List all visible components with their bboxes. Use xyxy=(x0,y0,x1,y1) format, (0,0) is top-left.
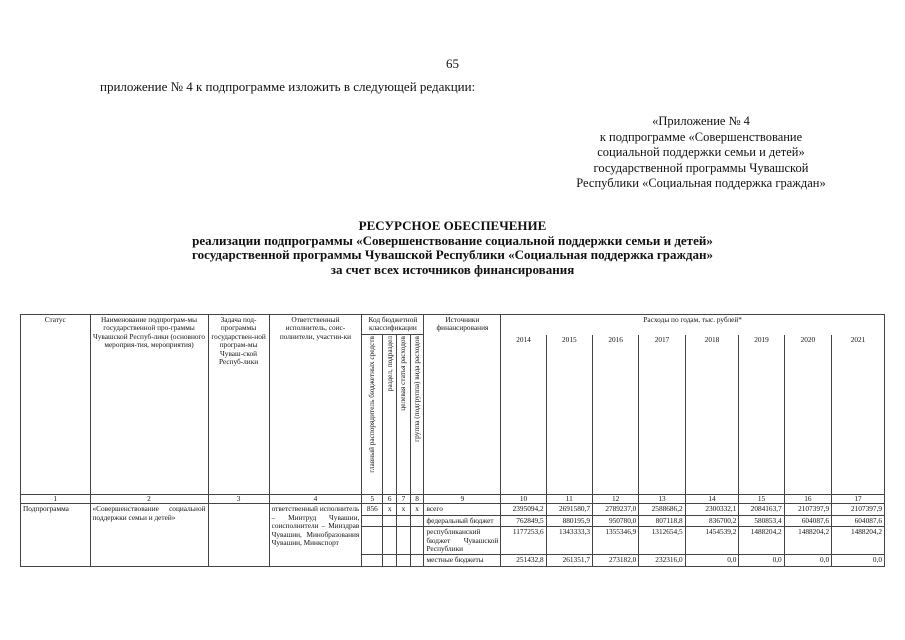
value-cell: 2107397,9 xyxy=(784,504,831,515)
value-cell: 1177253,6 xyxy=(501,527,546,555)
col-number: 5 xyxy=(362,495,383,504)
value-cell: 2107397,9 xyxy=(832,504,885,515)
header-year: 2017 xyxy=(639,335,685,495)
value-cell: 2300332,1 xyxy=(685,504,739,515)
col-number: 9 xyxy=(424,495,501,504)
header-code-group-label: группа (подгруппа) вида расходов xyxy=(411,336,421,442)
header-year: 2016 xyxy=(592,335,638,495)
row-code-grbs: 856 xyxy=(362,504,383,515)
header-code-group xyxy=(410,335,424,495)
col-number: 13 xyxy=(639,495,685,504)
value-cell: 604087,6 xyxy=(784,515,831,526)
value-cell: 2691580,7 xyxy=(546,504,592,515)
value-cell: 604087,6 xyxy=(832,515,885,526)
col-number: 17 xyxy=(832,495,885,504)
value-cell: 580853,4 xyxy=(739,515,784,526)
value-cell: 251432,8 xyxy=(501,555,546,566)
col-number: 4 xyxy=(269,495,362,504)
source-label: всего xyxy=(424,504,501,515)
row-task xyxy=(208,504,269,566)
col-number: 10 xyxy=(501,495,546,504)
source-label: республиканский бюджет Чувашской Республики xyxy=(424,527,501,555)
row-code-section: x xyxy=(383,504,397,515)
row-code-empty xyxy=(397,527,411,555)
source-label: местные бюджеты xyxy=(424,555,501,566)
value-cell: 1488204,2 xyxy=(739,527,784,555)
col-number: 15 xyxy=(739,495,784,504)
header-year: 2015 xyxy=(546,335,592,495)
column-number-row xyxy=(21,495,885,504)
header-code-section-label: раздел, подраздел xyxy=(384,336,394,392)
header-expenses: Расходы по годам, тыс. рублей* xyxy=(501,315,885,335)
value-cell: 232316,0 xyxy=(639,555,685,566)
value-cell: 2395094,2 xyxy=(501,504,546,515)
value-cell: 2084163,7 xyxy=(739,504,784,515)
value-cell: 0,0 xyxy=(832,555,885,566)
appendix-line: социальной поддержки семьи и детей» xyxy=(597,145,805,160)
col-number: 6 xyxy=(383,495,397,504)
row-code-empty xyxy=(410,515,424,526)
appendix-line: «Приложение № 4 xyxy=(652,114,750,128)
page-number: 65 xyxy=(446,56,459,71)
row-code-article: x xyxy=(397,504,411,515)
row-code-empty xyxy=(383,515,397,526)
value-cell: 261351,7 xyxy=(546,555,592,566)
title-line: РЕСУРСНОЕ ОБЕСПЕЧЕНИЕ xyxy=(358,218,547,233)
value-cell: 0,0 xyxy=(739,555,784,566)
col-number: 14 xyxy=(685,495,739,504)
value-cell: 807118,8 xyxy=(639,515,685,526)
value-cell: 1312654,5 xyxy=(639,527,685,555)
value-cell: 0,0 xyxy=(685,555,739,566)
source-label: федеральный бюджет xyxy=(424,515,501,526)
header-task: Задача под-программы государствен-ной програм-мы Чуваш-ской Респуб-лики xyxy=(208,315,269,495)
value-cell: 836700,2 xyxy=(685,515,739,526)
header-budget-code: Код бюджетной классификации xyxy=(362,315,424,335)
title-line: за счет всех источников финансирования xyxy=(330,261,575,277)
row-code-empty xyxy=(362,515,383,526)
row-code-empty xyxy=(362,527,383,555)
intro-text: приложение № 4 к подпрограмме изложить в следующей редакции: xyxy=(100,79,476,94)
header-code-article-label: целевая статья расходов xyxy=(398,336,408,411)
header-year: 2014 xyxy=(501,335,546,495)
value-cell: 273182,0 xyxy=(592,555,638,566)
value-cell: 880195,9 xyxy=(546,515,592,526)
row-code-empty xyxy=(397,515,411,526)
appendix-line: государственной программы Чувашской xyxy=(593,160,809,175)
value-cell: 0,0 xyxy=(784,555,831,566)
col-number: 1 xyxy=(21,495,91,504)
header-code-grbs-label: главный распорядитель бюджетных средств xyxy=(367,336,377,473)
header-year: 2021 xyxy=(832,335,885,495)
header-code-grbs xyxy=(362,335,383,495)
col-number: 7 xyxy=(397,495,411,504)
document-title xyxy=(0,219,905,277)
row-status: Подпрограмма xyxy=(21,504,91,566)
col-number: 12 xyxy=(592,495,638,504)
row-code-empty xyxy=(383,527,397,555)
value-cell: 1488204,2 xyxy=(784,527,831,555)
appendix-line: к подпрограмме «Совершенствование xyxy=(599,129,803,144)
col-number: 2 xyxy=(90,495,208,504)
appendix-line: Республики «Социальная поддержка граждан» xyxy=(576,176,826,191)
col-number: 11 xyxy=(546,495,592,504)
row-code-empty xyxy=(410,527,424,555)
value-cell: 1355346,9 xyxy=(592,527,638,555)
row-code-empty xyxy=(362,555,383,566)
resource-table xyxy=(20,314,885,567)
value-cell: 950780,0 xyxy=(592,515,638,526)
value-cell: 1343333,3 xyxy=(546,527,592,555)
header-status: Статус xyxy=(21,315,91,495)
header-year: 2019 xyxy=(739,335,784,495)
table-row xyxy=(21,504,885,515)
header-name: Наименование подпрограм-мы государственной про-граммы Чувашской Респуб-лики (основного мероприя-тия, мероприятия) xyxy=(90,315,208,495)
header-code-article xyxy=(397,335,411,495)
row-code-empty xyxy=(383,555,397,566)
col-number: 8 xyxy=(410,495,424,504)
value-cell: 1488204,2 xyxy=(832,527,885,555)
header-year: 2018 xyxy=(685,335,739,495)
header-executor: Ответственный исполнитель, соис-полнители, участни-ки xyxy=(269,315,362,495)
value-cell: 762849,5 xyxy=(501,515,546,526)
value-cell: 1454539,2 xyxy=(685,527,739,555)
row-executor: ответственный исполнитель – Минтруд Чувашии, соисполнители – Минздрав Чувашии, Минобразования Чувашии, Минкспорт xyxy=(269,504,362,566)
title-line: реализации подпрограммы «Совершенствование социальной поддержки семьи и детей» xyxy=(192,232,713,248)
header-sources: Источники финансирования xyxy=(424,315,501,495)
value-cell: 2789237,0 xyxy=(592,504,638,515)
col-number: 3 xyxy=(208,495,269,504)
row-code-group: x xyxy=(410,504,424,515)
header-code-section xyxy=(383,335,397,495)
row-name: «Совершенствование социальной поддержки семьи и детей» xyxy=(90,504,208,566)
title-line: государственной программы Чувашской Республики «Социальная поддержка граждан» xyxy=(192,247,713,263)
col-number: 16 xyxy=(784,495,831,504)
row-code-empty xyxy=(397,555,411,566)
value-cell: 2588686,2 xyxy=(639,504,685,515)
row-code-empty xyxy=(410,555,424,566)
header-year: 2020 xyxy=(784,335,831,495)
appendix-caption xyxy=(520,114,882,192)
